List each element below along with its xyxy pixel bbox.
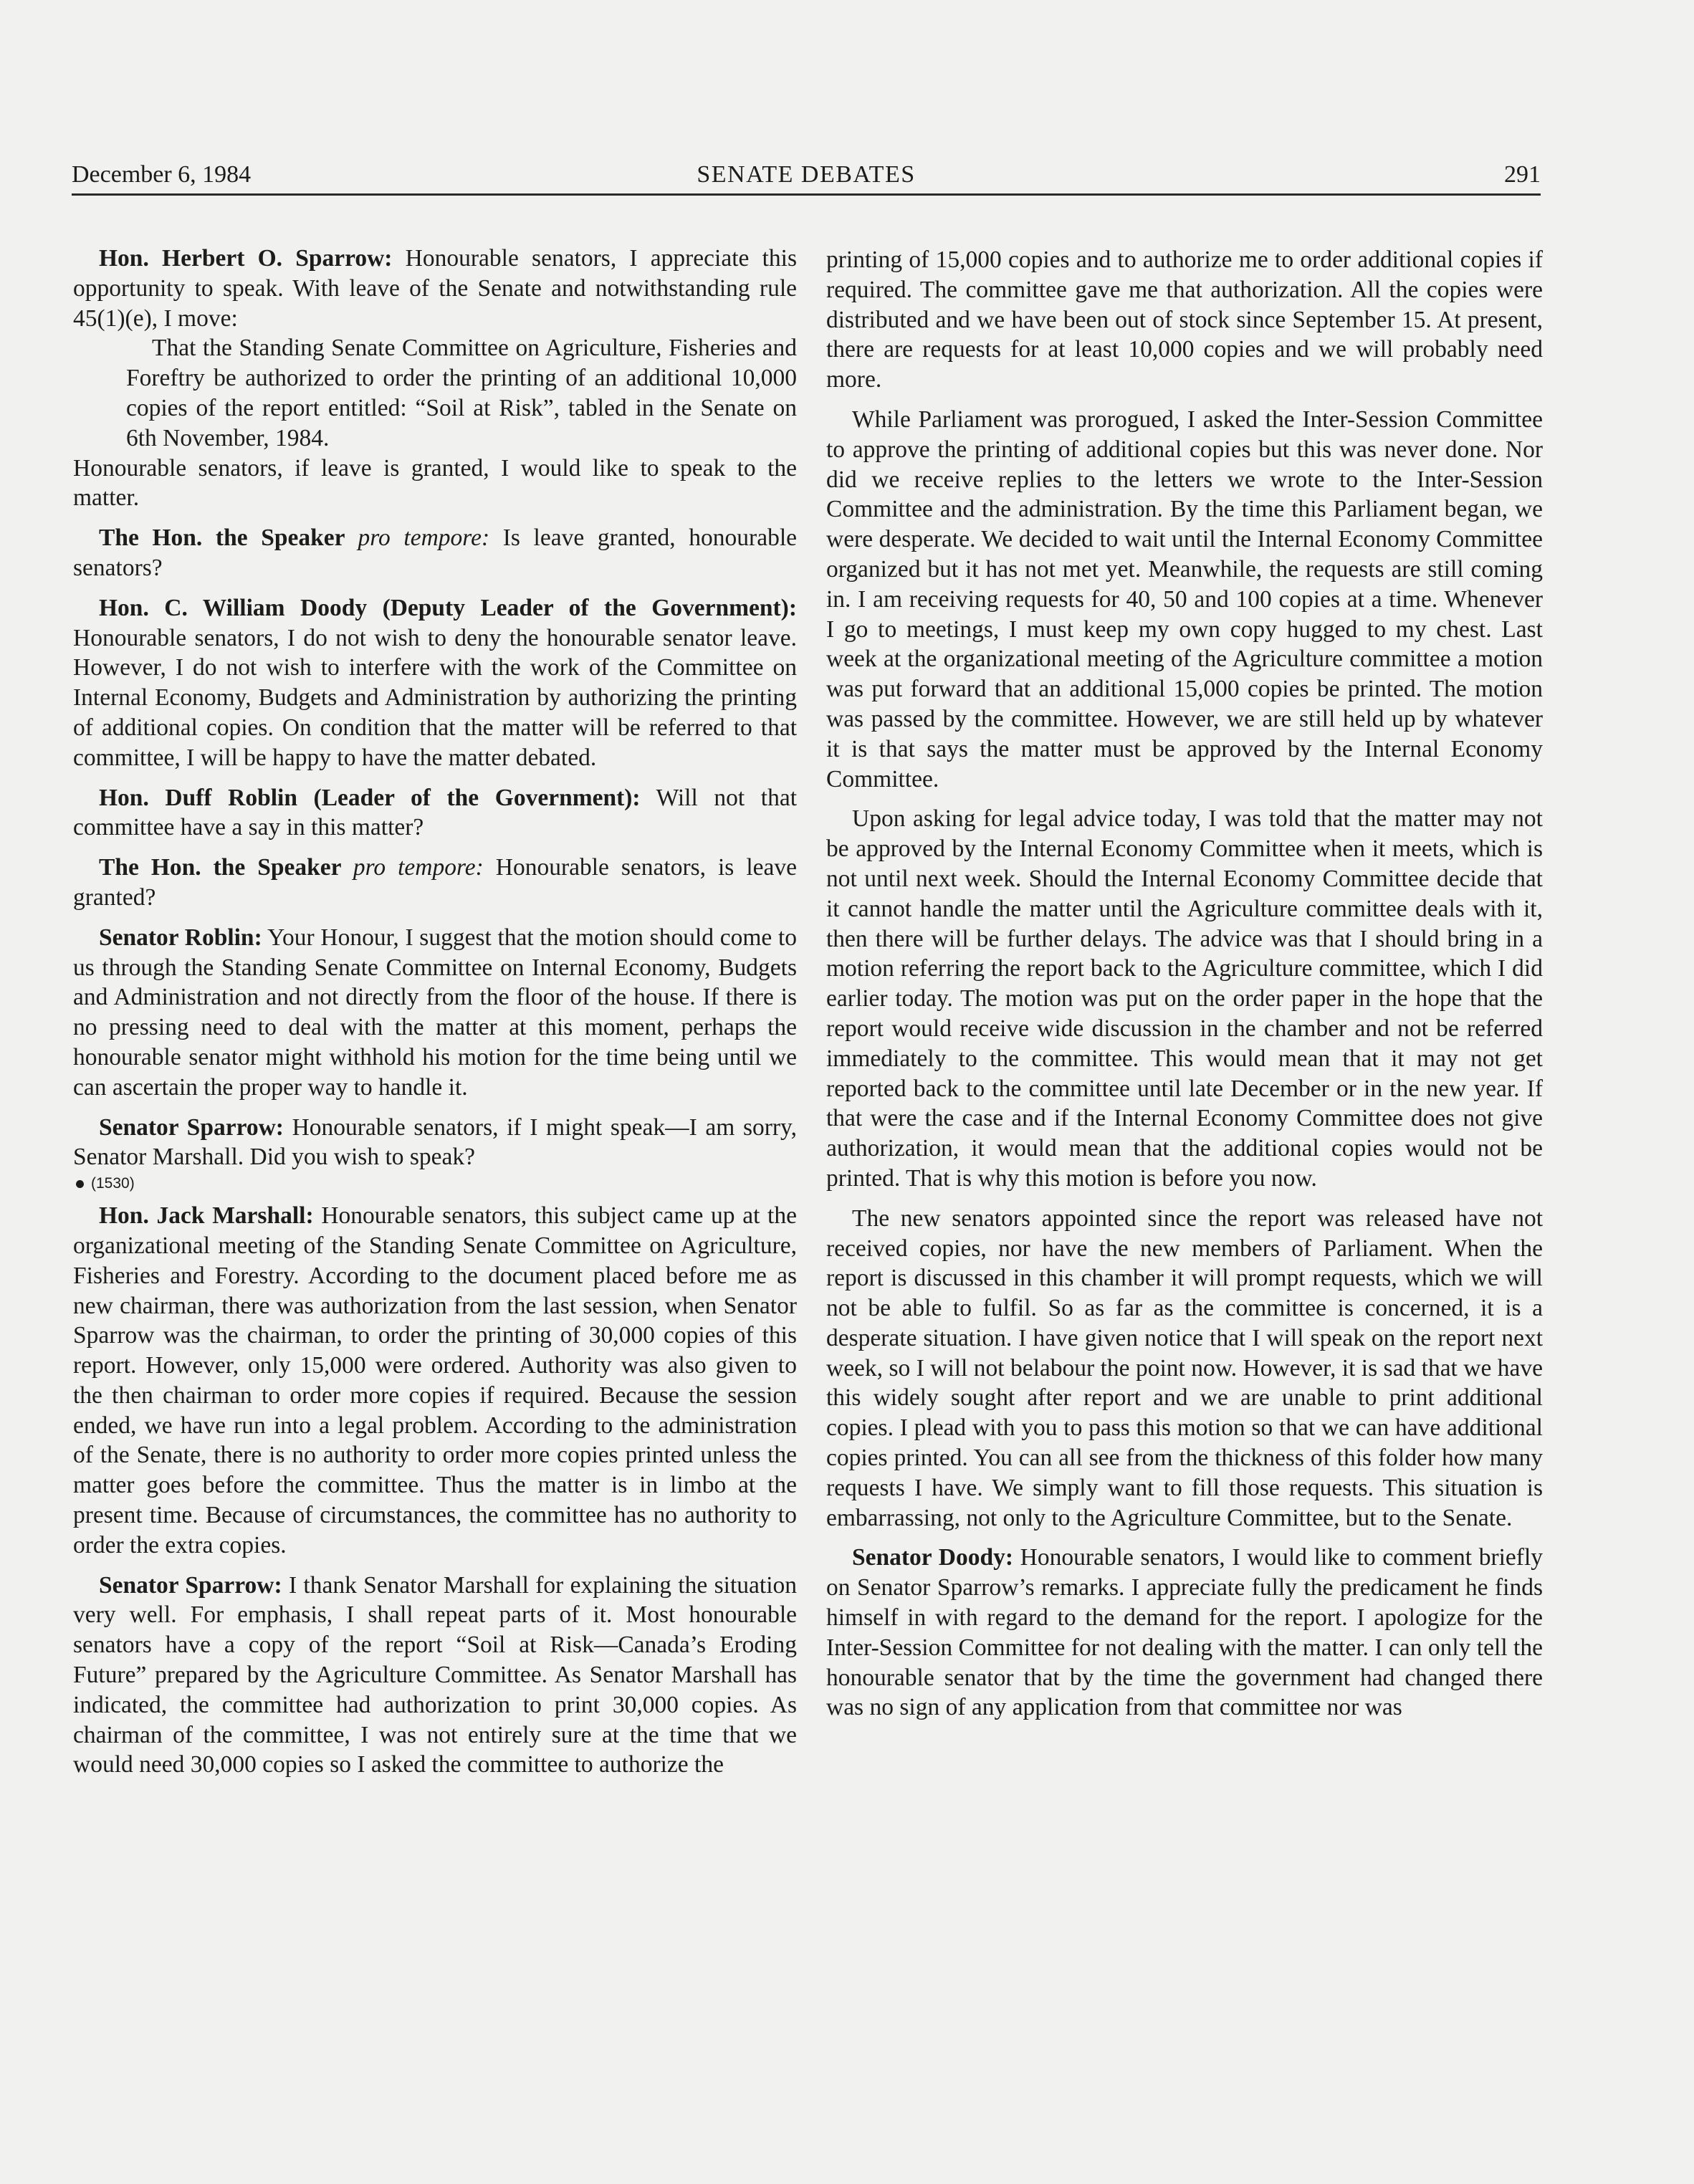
speaker-italic: pro tempore: — [353, 854, 484, 881]
speech-text: Will not that committee have a say in this matter? — [73, 784, 797, 841]
speaker-name: Hon. C. William Doody (Deputy Leader of the Government): — [99, 594, 797, 621]
speech-text: Honourable senators, I do not wish to deny the honourable senator leave. However, I do not wish to interfere with the work of the Committee on Internal Economy, Budgets and Administration by authorizing the printing of additional copies. On condition that the matter will be referred to that committee, I will be happy to have the matter debated. — [73, 624, 797, 771]
speech-text: Honourable senators, I appreciate this opportunity to speak. With leave of the Senate and notwithstanding rule 45(1)(e), I move: — [73, 245, 798, 332]
speech-text: Honourable senators, is leave granted? — [73, 854, 797, 911]
speaker-italic: pro tempore: — [358, 525, 490, 552]
paragraph — [73, 244, 797, 333]
speaker-name: Senator Sparrow: — [99, 1571, 282, 1599]
speech-text: Your Honour, I suggest that the motion should come to us through the Standing Senate Committee on Internal Economy, Budgets and Administration and not directly from the floor of the house. If there is no pressing need to deal with the matter at this moment, perhaps the honourable senator might withhold his motion for the time being until we can ascertain the proper way to handle it. — [73, 924, 797, 1101]
speaker-name: Senator Doody: — [852, 1544, 1013, 1571]
right-column — [826, 245, 1543, 1733]
paragraph — [73, 853, 797, 913]
header-title: SENATE DEBATES — [697, 161, 916, 188]
running-header — [72, 159, 1541, 191]
paragraph: printing of 15,000 copies and to authorize me to order additional copies if required. The committee gave me that authorization. All the copies were distributed and we have been out of stock since September 15. At present, there are requests for at least 10,000 copies and we will probably need more. — [826, 246, 1543, 393]
left-column — [73, 244, 797, 1790]
time-marker — [76, 1172, 797, 1195]
paragraph — [73, 1571, 797, 1781]
speech-text: I thank Senator Marshall for explaining the situation very well. For emphasis, I shall repeat parts of it. Most honourable senators have a copy of the report “Soil at Risk—Canada’s Eroding Future” prepared by the Agriculture Committee. As Senator Marshall has indicated, the committee had authorization to print 30,000 copies. As chairman of the committee, I was not entirely sure at the time that we would need 30,000 copies so I asked the committee to authorize the — [73, 1571, 798, 1778]
paragraph: Upon asking for legal advice today, I was told that the matter may not be approved by the Internal Economy Committee when it meets, which is not until next week. Should the Internal Economy Committee decide that it cannot handle the matter until the Agriculture committee deals with it, then there will be further delays. The advice was that I should bring in a motion referring the report back to the Agriculture committee, which I did earlier today. The motion was put on the order paper in the hope that the report would receive wide discussion in the chamber and not be referred immediately to the committee. This would mean that it may not get reported back to the committee until late December or in the new year. If that were the case and if the Internal Economy Committee does not give authorization, it would mean that the additional copies would not be printed. That is why this motion is before you now. — [826, 805, 1543, 1192]
paragraph — [73, 783, 797, 843]
paragraph — [73, 1201, 797, 1561]
speech-text: Is leave granted, honourable senators? — [73, 525, 798, 581]
motion-text: That the Standing Senate Committee on Agriculture, Fisheries and Foreftry be authorized to order the printing of an additional 10,000 copies of the report entitled: “Soil at Risk”, tabled in the Senate on 6th November, 1984. — [126, 335, 797, 451]
speech-text: Honourable senators, this subject came up at the organizational meeting of the Standing Senate Committee on Agriculture, Fisheries and Forestry. According to the document placed before me as new chairman, there was authorization from the last session, when Senator Sparrow was the chairman, to order the printing of 30,000 copies of this report. However, only 15,000 were ordered. Authority was also given to the then chairman to order more copies if required. Because the session ended, we have run into a legal problem. According to the administration of the Senate, there is no authority to order more copies printed unless the matter goes before the committee. Thus the matter is in limbo at the present time. Because of circumstances, the committee has no authority to order the extra copies. — [73, 1202, 797, 1558]
time-marker-text: (1530) — [91, 1175, 135, 1192]
speaker-name: The Hon. the Speaker — [99, 854, 353, 881]
speech-text: Honourable senators, if I might speak—I am sorry, Senator Marshall. Did you wish to speak? — [73, 1113, 797, 1171]
paragraph: Honourable senators, if leave is granted, I would like to speak to the matter. — [73, 454, 797, 512]
speaker-name: Senator Roblin: — [99, 924, 262, 951]
speaker-name: Hon. Herbert O. Sparrow: — [99, 245, 393, 272]
speaker-name: Hon. Duff Roblin (Leader of the Government): — [99, 784, 641, 811]
paragraph — [826, 1543, 1543, 1723]
speech-text: Honourable senators, I would like to comment briefly on Senator Sparrow’s remarks. I appreciate fully the predicament he finds himself in with regard to the demand for the report. I apologize for the Inter-Session Committee for not dealing with the matter. I can only tell the honourable senator that by the time the government had changed there was no sign of any application from that committee nor was — [826, 1544, 1543, 1721]
speaker-name: Senator Sparrow: — [99, 1113, 284, 1141]
paragraph — [73, 923, 797, 1103]
speaker-name: The Hon. the Speaker — [99, 525, 358, 552]
header-date: December 6, 1984 — [72, 161, 252, 188]
paragraph — [73, 593, 797, 773]
header-rule — [72, 193, 1541, 196]
page-number: 291 — [1504, 161, 1541, 188]
paragraph — [73, 523, 797, 583]
paragraph: While Parliament was prorogued, I asked the Inter-Session Committee to approve the printing of additional copies but this was never done. Nor did we receive replies to the letters we wrote to the Inter-Session Committee and the administration. By the time this Parliament began, we were desperate. We decided to wait until the Internal Economy Committee organized but it has not met yet. Meanwhile, the requests are still coming in. I am receiving requests for 40, 50 and 100 copies at a time. Whenever I go to meetings, I must keep my own copy hugged to my chest. Last week at the organizational meeting of the Agriculture committee a motion was put forward that an additional 15,000 copies be printed. The motion was passed by the committee. However, we are still held up by whatever it is that says the matter must be approved by the Internal Economy Committee. — [826, 406, 1543, 792]
paragraph — [73, 1113, 797, 1173]
paragraph: The new senators appointed since the report was released have not received copies, nor have the new members of Parliament. When the report is discussed in this chamber it will prompt requests, which we will not be able to fulfil. So as far as the committee is concerned, it is a desperate situation. I have given notice that I will speak on the report next week, so I will not belabour the point now. However, it is sad that we have this widely sought after report and we are unable to print additional copies. I plead with you to pass this motion so that we can have additional copies printed. You can all see from the thickness of this folder how many requests I have. We simply want to fill those requests. This situation is embarrassing, not only to the Agriculture Committee, but to the Senate. — [826, 1204, 1543, 1531]
bullet-icon — [76, 1180, 84, 1188]
speaker-name: Hon. Jack Marshall: — [99, 1202, 314, 1230]
